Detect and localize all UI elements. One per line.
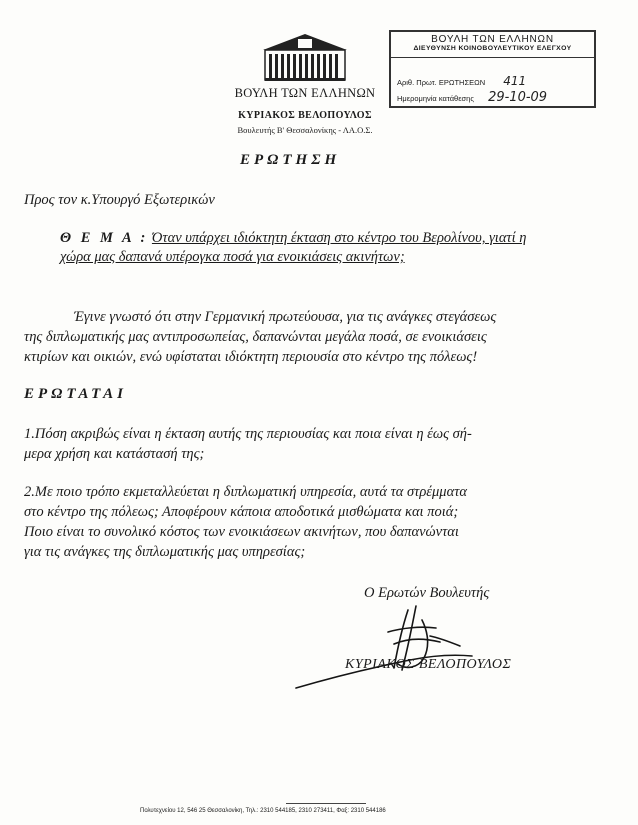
handwritten-signature	[290, 598, 475, 696]
questions-heading: ΕΡΩΤΑΤΑΙ	[24, 386, 127, 402]
footer-divider	[286, 803, 366, 804]
mp-subtitle: Βουλευτής Β' Θεσσαλονίκης - ΛΑ.Ο.Σ.	[237, 125, 373, 135]
stamp-department: ΔΙΕΥΘΥΝΣΗ ΚΟΙΝΟΒΟΥΛΕΥΤΙΚΟΥ ΕΛΕΓΧΟΥ	[413, 45, 572, 52]
body-line-1: Έγινε γνωστό ότι στην Γερμανική πρωτεύουσα, για τις ανάγκες στεγάσεως	[74, 309, 497, 325]
registration-stamp	[389, 30, 596, 108]
subject-text: Όταν υπάρχει ιδιόκτητη έκταση στο κέντρο του Βερολίνου, γιατί η χώρα μας δαπανά υπέρογκα ποσά για ενοικιάσεις ακινήτων;	[60, 230, 527, 265]
recipient-line: Προς τον κ.Υπουργό Εξωτερικών	[24, 192, 215, 208]
stamp-date-label: Ημερομηνία κατάθεσης	[397, 94, 474, 103]
body-line-3: κτιρίων και οικιών, ενώ υφίσταται ιδιόκτητη περιουσία στο κέντρο της πόλεως!	[24, 349, 478, 365]
stamp-title: ΒΟΥΛΗ ΤΩΝ ΕΛΛΗΝΩΝ	[431, 34, 554, 45]
subject-block	[60, 229, 530, 267]
footer-address: Πολυτεχνείου 12, 546 25 Θεσσαλονίκη, Τηλ.: 2310 544185, 2310 273411, Φαξ: 2310 544186	[140, 808, 386, 814]
stamp-protocol-row	[397, 74, 526, 88]
signer-name: ΚΥΡΙΑΚΟΣ ΒΕΛΟΠΟΥΛΟΣ	[345, 657, 512, 672]
stamp-protocol-label: Αριθ. Πρωτ. ΕΡΩΤΗΣΕΩΝ	[397, 78, 486, 87]
document-title: ΕΡΩΤΗΣΗ	[240, 152, 341, 168]
parliament-logo	[262, 32, 348, 82]
body-line-2: της διπλωματικής μας αντιπροσωπείας, δαπανώνται μεγάλα ποσά, σε ενοικιάσεις	[24, 329, 487, 345]
question-2-line-3: Ποιο είναι το συνολικό κόστος των ενοικιάσεων ακινήτων, που δαπανώνται	[24, 524, 459, 540]
stamp-protocol-number: 411	[503, 74, 527, 88]
subject-label: Θ Ε Μ Α :	[60, 230, 149, 246]
question-1-line-1: 1.Πόση ακριβώς είναι η έκταση αυτής της περιουσίας και ποια είναι η έως σή-	[24, 426, 472, 442]
stamp-date-value: 29-10-09	[488, 90, 548, 105]
question-2-line-2: στο κέντρο της πόλεως; Αποφέρουν κάποια αποδοτικά μισθώματα και ποιά;	[24, 504, 459, 520]
parliament-name: ΒΟΥΛΗ ΤΩΝ ΕΛΛΗΝΩΝ	[234, 86, 376, 100]
stamp-header	[391, 32, 594, 58]
stamp-date-row	[397, 90, 547, 105]
question-2-line-4: για τις ανάγκες της διπλωματικής μας υπηρεσίας;	[24, 544, 306, 560]
closing-title: Ο Ερωτών Βουλευτής	[364, 585, 490, 601]
question-2-line-1: 2.Με ποιο τρόπο εκμεταλλεύεται η διπλωματική υπηρεσία, αυτά τα στρέμματα	[24, 484, 467, 500]
question-1-line-2: μερα χρήση και κατάστασή της;	[24, 446, 205, 462]
mp-name: ΚΥΡΙΑΚΟΣ ΒΕΛΟΠΟΥΛΟΣ	[238, 110, 372, 121]
